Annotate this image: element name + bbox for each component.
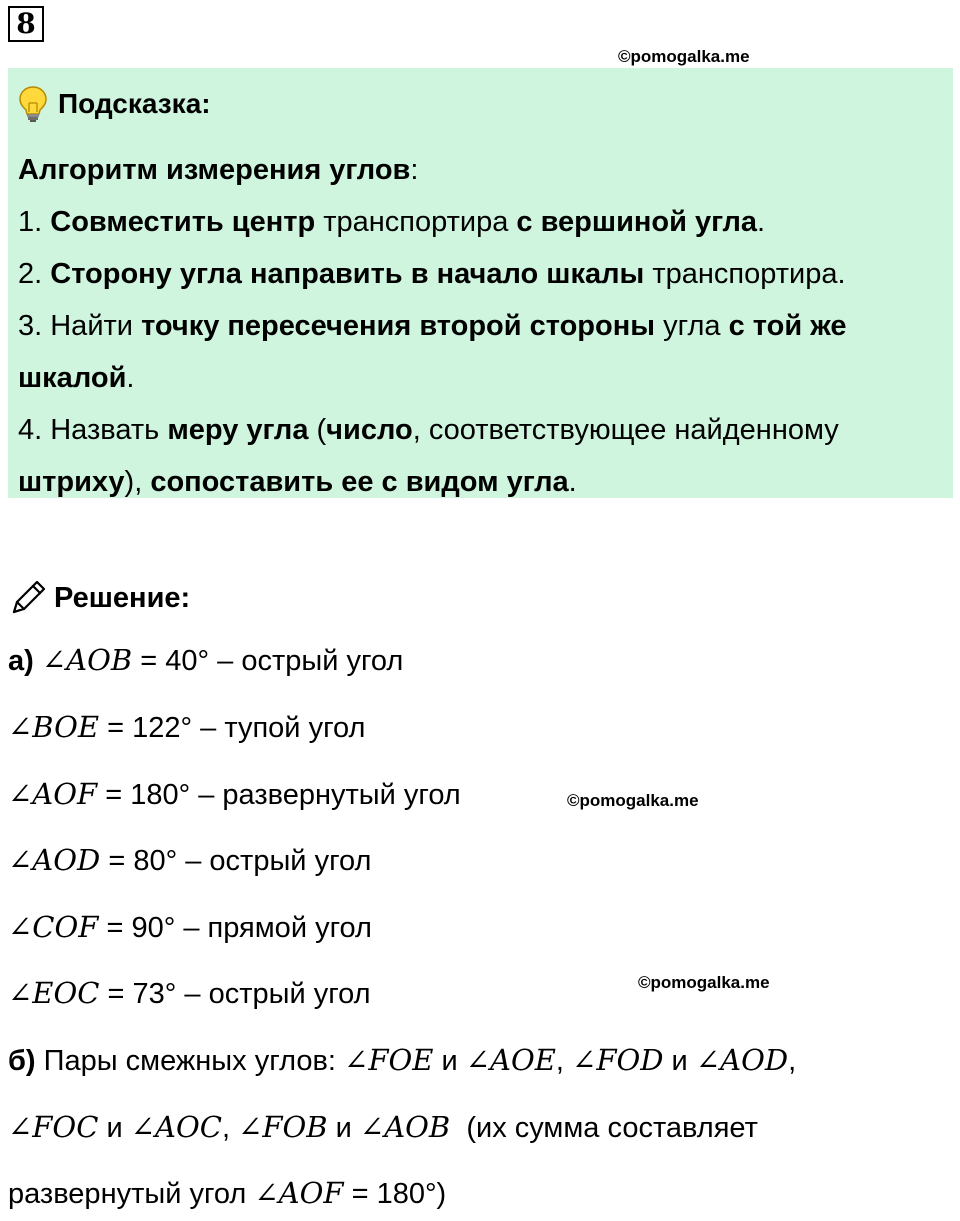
hint-title-text: Подсказка: [58,88,211,119]
watermark: ©pomogalka.me [567,791,699,810]
hint-title [18,84,211,124]
hint-box [8,68,953,498]
angle-value: = 122° – тупой угол [99,712,366,744]
hint-step-1: 1. Совместить центр транспортира с вершиной угла. [18,206,766,238]
answer-a-line-5 [8,910,372,945]
answer-a-line-2 [8,710,365,745]
hint-step-2: 2. Сторону угла направить в начало шкалы транспортира. [18,258,846,290]
angle-name: ∠AOB [41,643,133,677]
pencil-icon [8,578,48,618]
hint-step-4: 4. Назвать меру угла (число, соответствующее найденному штриху), сопоставить ее с видом угла. [18,414,839,498]
answer-a-line-3 [8,777,461,812]
watermark: ©pomogalka.me [638,973,770,992]
angle-value: = 180° – развернутый угол [97,779,461,811]
answer-a-line-6 [8,976,371,1011]
answer-b-line-1: б) Пары смежных углов: ∠FOE и ∠AOE, ∠FOD и ∠AOD, [8,1043,797,1077]
answer-b-line-3: развернутый угол ∠AOF = 180°) [8,1176,447,1210]
angle-value: = 90° – прямой угол [98,912,372,944]
solution-title-text: Решение: [54,581,191,614]
lightbulb-icon [18,85,48,123]
watermark: ©pomogalka.me [618,47,750,66]
angle-name: ∠BOE [8,710,100,744]
hint-body [18,144,943,508]
answer-a-line-1 [8,643,403,678]
task-number: 8 [8,6,44,42]
solution-title [8,575,190,621]
angle-name: ∠AOD [8,843,101,877]
angle-value: = 40° – острый угол [132,645,404,677]
angle-name: ∠AOF [8,777,98,811]
hint-step-3: 3. Найти точку пересечения второй стороны угла с той же шкалой. [18,310,847,394]
part-b-label: б) [8,1045,36,1077]
angle-value: = 80° – острый угол [100,845,372,877]
angle-value: = 73° – острый угол [99,978,371,1010]
answer-b-line-2: ∠FOC и ∠AOC, ∠FOB и ∠AOB (их сумма составляет [8,1110,758,1144]
answer-a-line-4 [8,843,371,878]
hint-heading-text: Алгоритм измерения углов [18,154,411,186]
hint-heading: Алгоритм измерения углов: [18,154,419,186]
part-a-label: а) [8,645,34,677]
angle-name: ∠COF [8,910,99,944]
angle-name: ∠EOC [8,976,100,1010]
